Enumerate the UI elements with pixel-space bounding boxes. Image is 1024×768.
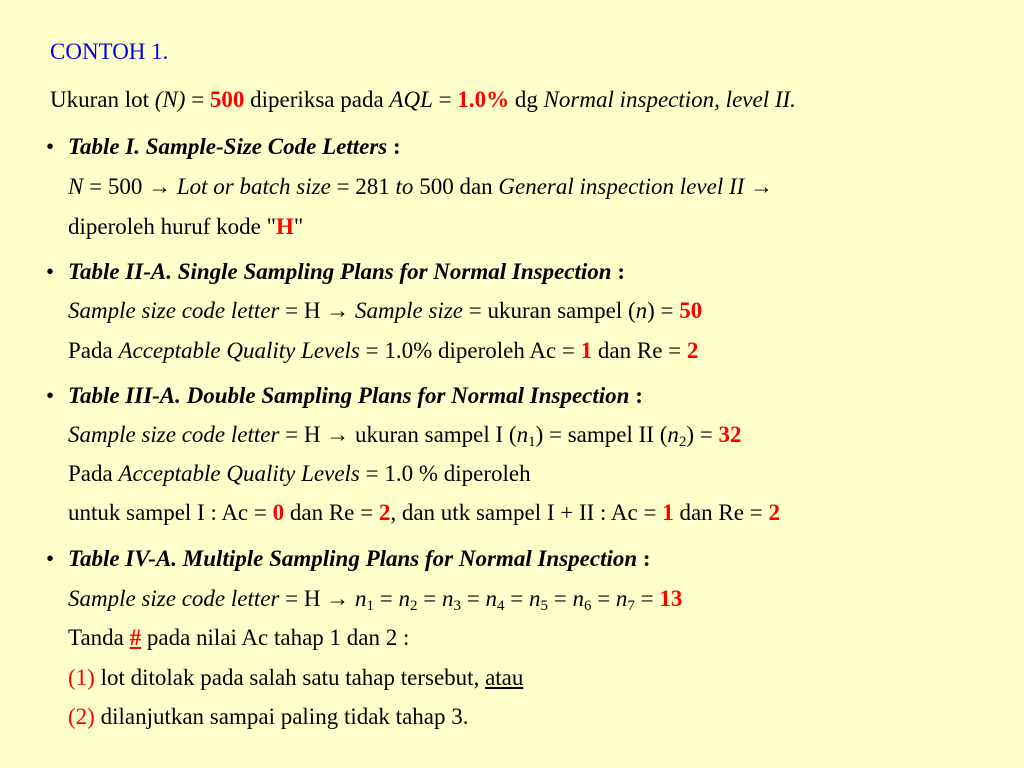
section-3-line-2: Pada Acceptable Quality Levels = 1.0 % diperoleh <box>68 461 531 486</box>
slide-title: CONTOH 1. <box>50 39 169 64</box>
single-re-value: 2 <box>686 338 699 363</box>
bullet-4: • <box>46 546 55 571</box>
section-2-line-2: Pada Acceptable Quality Levels = 1.0% diperoleh Ac = 1 dan Re = 2 <box>68 338 699 363</box>
section-4-line-1: Sample size code letter = $H \to n_1 = n_2 = n_3 = n_4 = n_5 = n_6 = n_7 = 13$ <box>68 586 683 614</box>
aql-value: 1.0% <box>457 87 510 112</box>
intro-line: Ukuran lot (N) = 500 diperiksa pada AQL = 1.0% dg Normal inspection, level II. <box>50 87 796 112</box>
section-4-line-2: Tanda # pada nilai Ac tahap 1 dan 2 : <box>68 625 410 650</box>
section-4-line-3: (1) lot ditolak pada salah satu tahap tersebut, atau <box>68 665 524 690</box>
section-4-line-4: (2) dilanjutkan sampai paling tidak tahap 3. <box>68 704 469 729</box>
double-sample-size-value: 32 <box>718 422 742 447</box>
section-1-line-1: N = 500 → Lot or batch size = 281 to 500 dan General inspection level II → <box>68 174 774 199</box>
section-1-line-2: diperoleh huruf kode "H" <box>68 214 304 239</box>
section-2-line-1: Sample size code letter = H → Sample size = ukuran sampel (n) = 50 <box>68 298 703 323</box>
section-3-line-3: untuk sampel I : Ac = 0 dan Re = 2, dan utk sampel I + II : Ac = 1 dan Re = 2 <box>68 500 780 525</box>
code-letter-value: H <box>276 214 294 239</box>
section-3-line-1: Sample size code letter = H → ukuran sampel I $(n_1)$ = sampel II $(n_2) = 32$ <box>68 422 742 450</box>
hash-marker: # <box>129 625 142 650</box>
section-4-heading: Table IV-A. Multiple Sampling Plans for Normal Inspection : <box>68 546 651 571</box>
single-sample-size-value: 50 <box>679 298 703 323</box>
section-1-heading: Table I. Sample-Size Code Letters : <box>68 134 401 159</box>
section-3-heading: Table III-A. Double Sampling Plans for Normal Inspection : <box>68 383 643 408</box>
bullet-1: • <box>46 134 55 159</box>
bullet-2: • <box>46 259 55 284</box>
lot-size-value: 500 <box>209 87 245 112</box>
single-ac-value: 1 <box>580 338 593 363</box>
multiple-sample-size-value: 13 <box>659 586 683 611</box>
bullet-3: • <box>46 383 55 408</box>
section-2-heading: Table II-A. Single Sampling Plans for Normal Inspection : <box>68 259 625 284</box>
